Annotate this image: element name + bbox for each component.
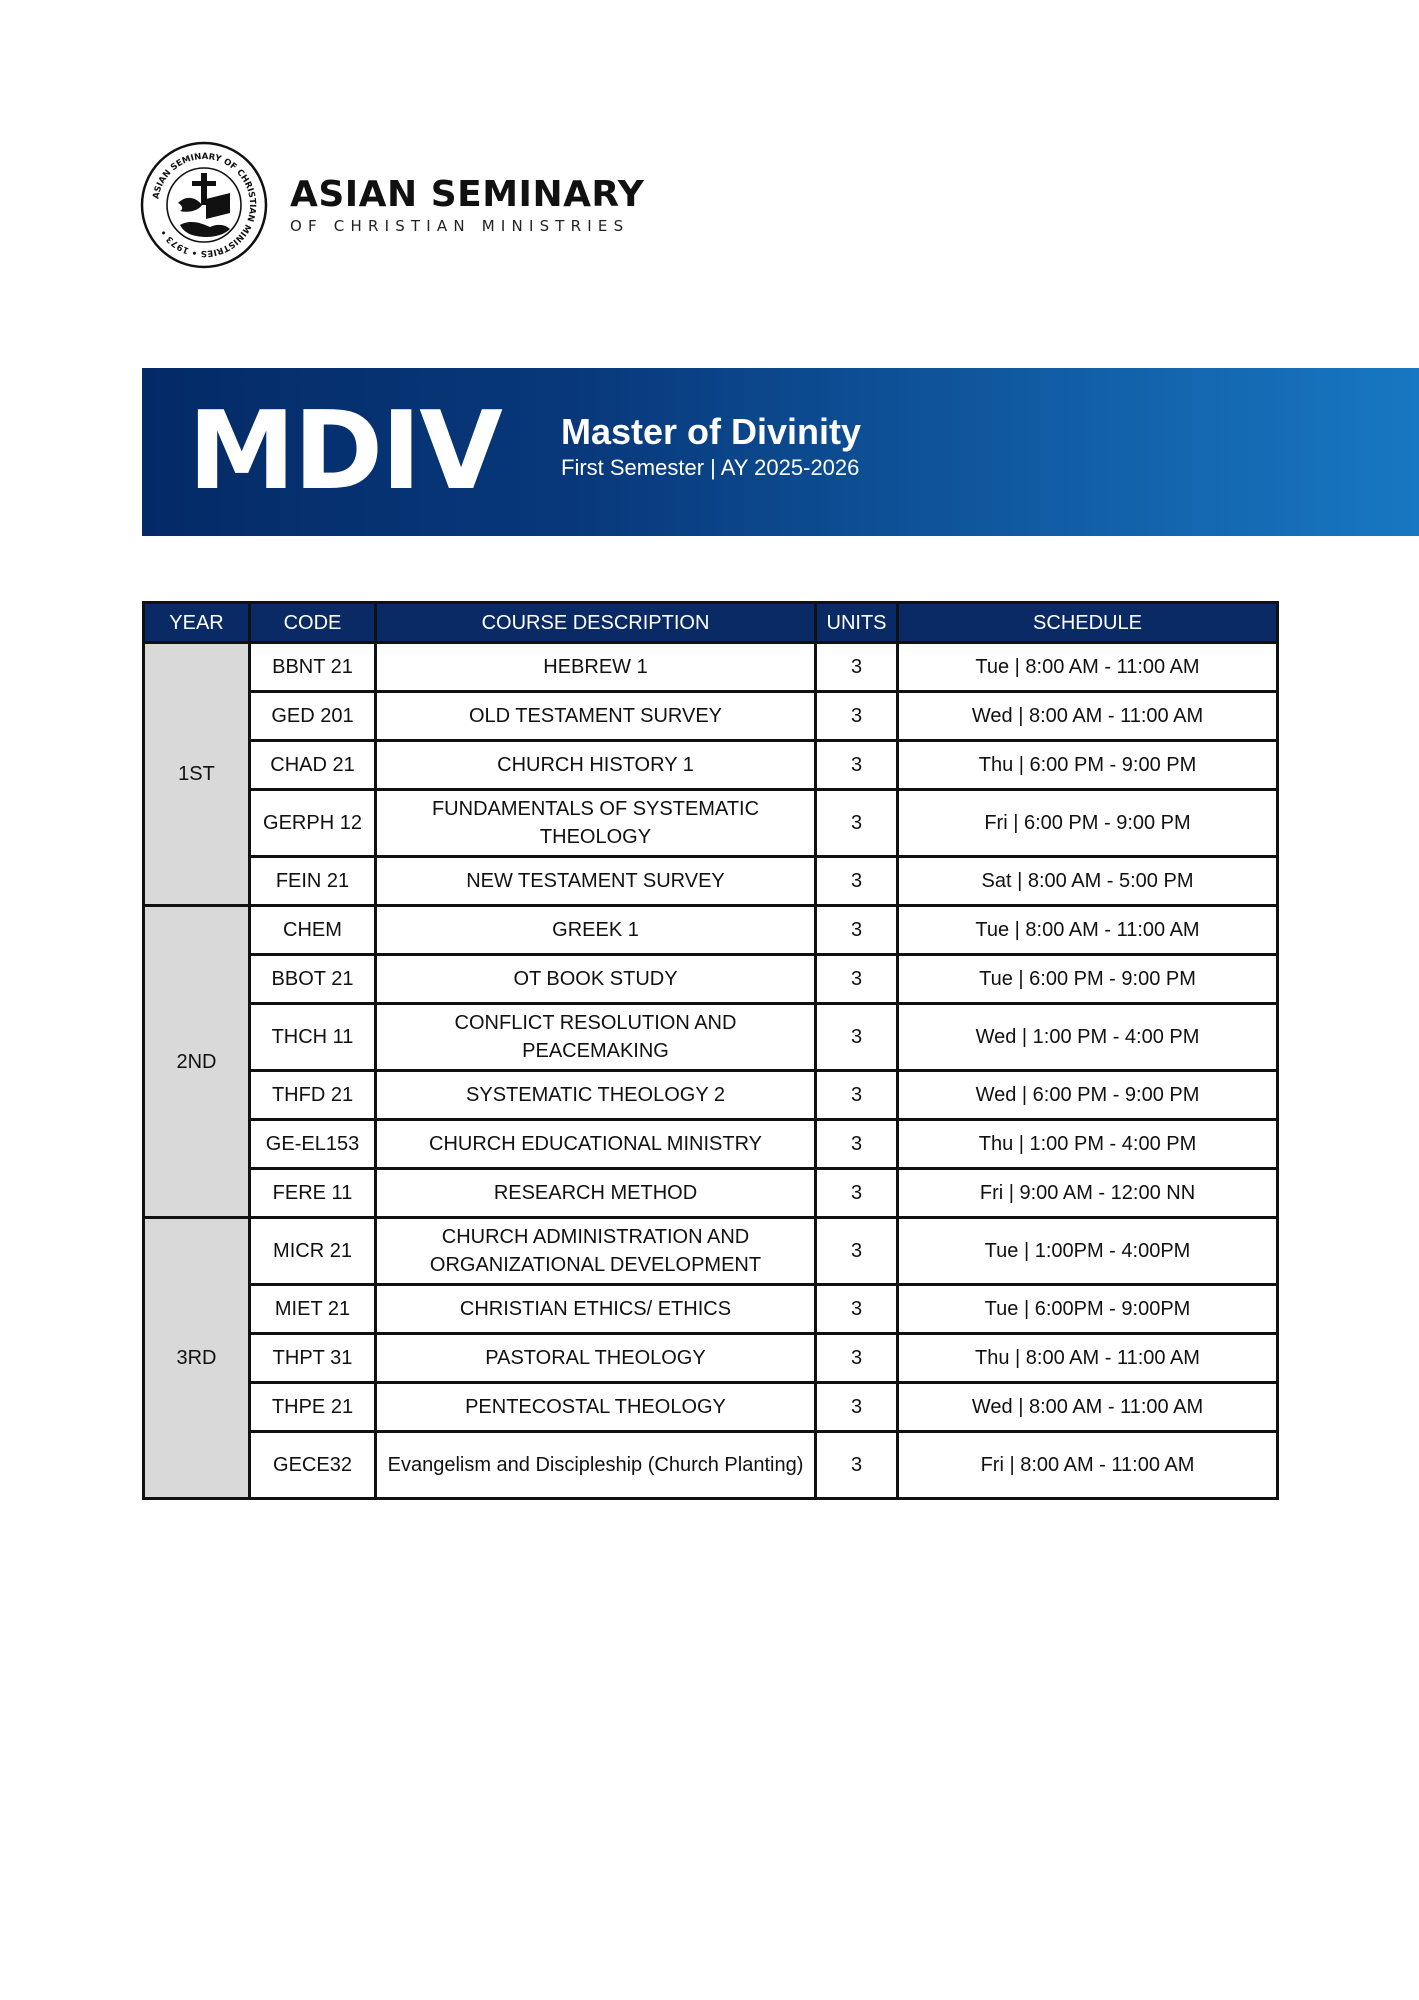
course-code: MICR 21: [250, 1218, 376, 1285]
course-units: 3: [816, 1334, 898, 1383]
course-code: GE-EL153: [250, 1120, 376, 1169]
course-units: 3: [816, 1120, 898, 1169]
table-row: [144, 955, 1278, 1004]
seal-ring-text: ASIAN SEMINARY OF CHRISTIAN MINISTRIES • 1973 •: [151, 151, 258, 259]
year-cell-2nd: 2ND: [144, 906, 250, 1218]
course-description: PASTORAL THEOLOGY: [376, 1334, 816, 1383]
course-units: 3: [816, 1383, 898, 1432]
course-code: MIET 21: [250, 1285, 376, 1334]
course-description: GREEK 1: [376, 906, 816, 955]
course-code: THCH 11: [250, 1004, 376, 1071]
course-description: NEW TESTAMENT SURVEY: [376, 857, 816, 906]
course-description: CONFLICT RESOLUTION AND PEACEMAKING: [376, 1004, 816, 1071]
course-schedule: Wed | 1:00 PM - 4:00 PM: [898, 1004, 1278, 1071]
course-units: 3: [816, 643, 898, 692]
course-units: 3: [816, 1285, 898, 1334]
course-description: RESEARCH METHOD: [376, 1169, 816, 1218]
course-units: 3: [816, 1071, 898, 1120]
course-code: BBOT 21: [250, 955, 376, 1004]
course-schedule: Tue | 6:00PM - 9:00PM: [898, 1285, 1278, 1334]
course-units: 3: [816, 955, 898, 1004]
course-code: BBNT 21: [250, 643, 376, 692]
course-schedule: Wed | 8:00 AM - 11:00 AM: [898, 1383, 1278, 1432]
course-description: CHURCH EDUCATIONAL MINISTRY: [376, 1120, 816, 1169]
course-code: THFD 21: [250, 1071, 376, 1120]
course-description: OLD TESTAMENT SURVEY: [376, 692, 816, 741]
program-code: MDIV: [188, 389, 501, 514]
semester-label: First Semester | AY 2025-2026: [561, 455, 860, 480]
table-row: [144, 1071, 1278, 1120]
table-row: [144, 906, 1278, 955]
course-code: GED 201: [250, 692, 376, 741]
table-row: [144, 1169, 1278, 1218]
table-row: [144, 741, 1278, 790]
table-row: [144, 643, 1278, 692]
table-row: [144, 1285, 1278, 1334]
course-units: 3: [816, 1004, 898, 1071]
course-code: FEIN 21: [250, 857, 376, 906]
course-description: PENTECOSTAL THEOLOGY: [376, 1383, 816, 1432]
course-code: THPT 31: [250, 1334, 376, 1383]
course-schedule: Tue | 1:00PM - 4:00PM: [898, 1218, 1278, 1285]
table-row: [144, 1120, 1278, 1169]
table-row: [144, 1383, 1278, 1432]
course-schedule: Wed | 8:00 AM - 11:00 AM: [898, 692, 1278, 741]
institution-logo: [140, 140, 644, 270]
course-description: CHURCH HISTORY 1: [376, 741, 816, 790]
course-schedule: Fri | 8:00 AM - 11:00 AM: [898, 1432, 1278, 1499]
program-banner: [142, 368, 1419, 536]
table-row: [144, 692, 1278, 741]
table-row: [144, 857, 1278, 906]
course-units: 3: [816, 906, 898, 955]
course-units: 3: [816, 741, 898, 790]
course-description: SYSTEMATIC THEOLOGY 2: [376, 1071, 816, 1120]
course-code: THPE 21: [250, 1383, 376, 1432]
course-code: GECE32: [250, 1432, 376, 1499]
course-schedule: Tue | 8:00 AM - 11:00 AM: [898, 906, 1278, 955]
seal-icon: [140, 141, 268, 269]
course-description: FUNDAMENTALS OF SYSTEMATIC THEOLOGY: [376, 790, 816, 857]
column-header-description: COURSE DESCRIPTION: [376, 603, 816, 643]
table-header-row: [144, 603, 1278, 643]
year-cell-1st: 1ST: [144, 643, 250, 906]
course-description: CHURCH ADMINISTRATION AND ORGANIZATIONAL DEVELOPMENT: [376, 1218, 816, 1285]
year-cell-3rd: 3RD: [144, 1218, 250, 1499]
course-schedule-table: [142, 601, 1279, 1500]
course-schedule: Sat | 8:00 AM - 5:00 PM: [898, 857, 1278, 906]
course-description: Evangelism and Discipleship (Church Planting): [376, 1432, 816, 1499]
course-code: CHAD 21: [250, 741, 376, 790]
logo-name: ASIAN SEMINARY: [290, 174, 645, 215]
logo-subtitle: OF CHRISTIAN MINISTRIES: [290, 217, 630, 235]
course-units: 3: [816, 1432, 898, 1499]
course-schedule: Fri | 6:00 PM - 9:00 PM: [898, 790, 1278, 857]
course-description: OT BOOK STUDY: [376, 955, 816, 1004]
course-description: HEBREW 1: [376, 643, 816, 692]
course-units: 3: [816, 1169, 898, 1218]
course-schedule: Fri | 9:00 AM - 12:00 NN: [898, 1169, 1278, 1218]
course-units: 3: [816, 857, 898, 906]
table-row: [144, 1218, 1278, 1285]
course-description: CHRISTIAN ETHICS/ ETHICS: [376, 1285, 816, 1334]
course-schedule: Wed | 6:00 PM - 9:00 PM: [898, 1071, 1278, 1120]
course-units: 3: [816, 790, 898, 857]
column-header-code: CODE: [250, 603, 376, 643]
course-code: GERPH 12: [250, 790, 376, 857]
course-units: 3: [816, 1218, 898, 1285]
table-row: [144, 1334, 1278, 1383]
course-units: 3: [816, 692, 898, 741]
program-title: Master of Divinity: [561, 411, 862, 452]
course-schedule: Tue | 8:00 AM - 11:00 AM: [898, 643, 1278, 692]
course-schedule: Thu | 6:00 PM - 9:00 PM: [898, 741, 1278, 790]
course-code: CHEM: [250, 906, 376, 955]
table-row: [144, 1004, 1278, 1071]
column-header-units: UNITS: [816, 603, 898, 643]
table-row: [144, 790, 1278, 857]
course-code: FERE 11: [250, 1169, 376, 1218]
course-schedule: Tue | 6:00 PM - 9:00 PM: [898, 955, 1278, 1004]
table-row: [144, 1432, 1278, 1499]
column-header-schedule: SCHEDULE: [898, 603, 1278, 643]
column-header-year: YEAR: [144, 603, 250, 643]
course-schedule: Thu | 1:00 PM - 4:00 PM: [898, 1120, 1278, 1169]
course-schedule: Thu | 8:00 AM - 11:00 AM: [898, 1334, 1278, 1383]
